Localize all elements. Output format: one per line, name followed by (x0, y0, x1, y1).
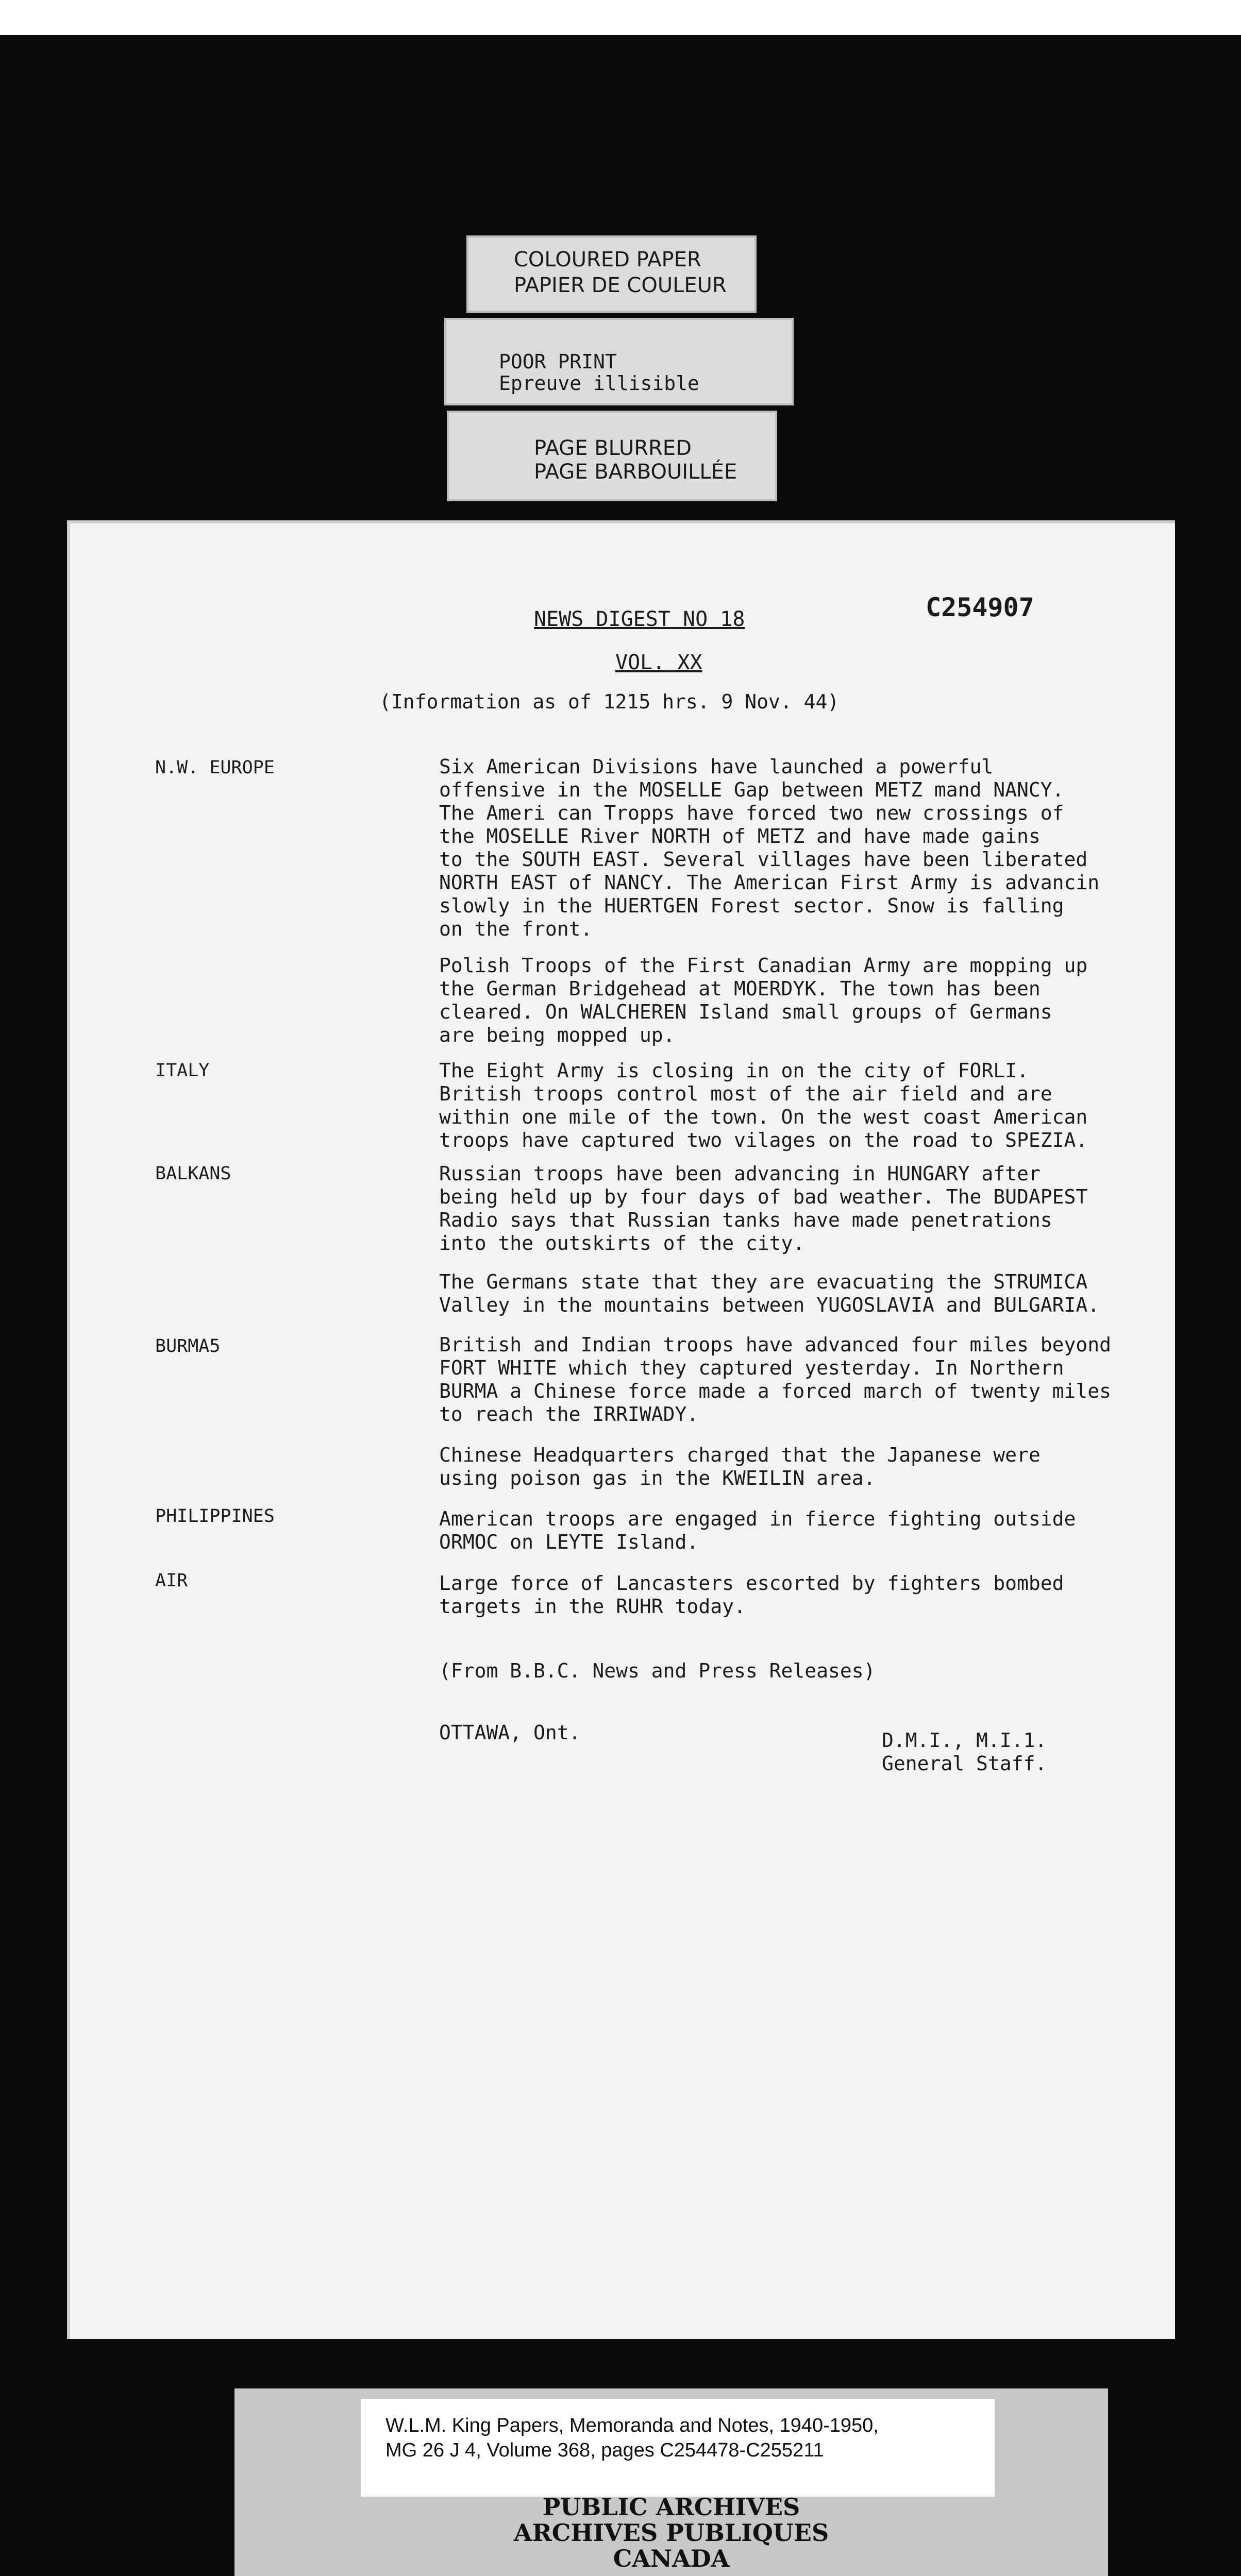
paragraph-line: slowly in the HUERTGEN Forest sector. Snow is falling (439, 894, 1064, 917)
label-line: PAGE BARBOUILLÉE (534, 460, 737, 484)
paragraph-line: within one mile of the town. On the west coast American (439, 1106, 1088, 1128)
news-paragraph (439, 1270, 1099, 1317)
paragraph-line: The Ameri can Tropps have forced two new crossings of (439, 802, 1064, 824)
page-blurred-label (447, 411, 777, 501)
news-paragraph (439, 1507, 1076, 1554)
volume-label: VOL. XX (615, 651, 702, 674)
paragraph-line: American troops are engaged in fierce fighting outside (439, 1507, 1076, 1530)
region-label: BALKANS (155, 1163, 231, 1184)
region-label: BURMA5 (155, 1336, 221, 1357)
archives-line: ARCHIVES PUBLIQUES (513, 2519, 829, 2547)
paragraph-line: to reach the IRRIWADY. (439, 1403, 699, 1426)
signature-line: General Staff. (882, 1752, 1047, 1775)
paragraph-line: the German Bridgehead at MOERDYK. The town has been (439, 977, 1041, 1000)
reference-box (361, 2399, 995, 2497)
news-paragraph (439, 755, 1099, 941)
paragraph-line: on the front. (439, 918, 593, 940)
paragraph-line: Six American Divisions have launched a powerful (439, 755, 994, 778)
region-label: PHILIPPINES (155, 1506, 275, 1527)
paragraph-line: troops have captured two vilages on the road to SPEZIA. (439, 1129, 1088, 1151)
archives-line: PUBLIC ARCHIVES (542, 2493, 800, 2521)
archives-stamp (234, 2494, 1108, 2571)
document-id: C254907 (926, 592, 1034, 622)
paragraph-line: NORTH EAST of NANCY. The American First Army is advancin (439, 871, 1100, 894)
news-paragraph (439, 1572, 1064, 1618)
paragraph-line: The Germans state that they are evacuating the STRUMICA (439, 1270, 1088, 1293)
paragraph-line: using poison gas in the KWEILIN area. (439, 1467, 876, 1489)
paragraph-line: ORMOC on LEYTE Island. (439, 1531, 699, 1553)
paragraph-line: are being mopped up. (439, 1024, 675, 1046)
paragraph-line: Radio says that Russian tanks have made penetrations (439, 1209, 1052, 1231)
reference-line: W.L.M. King Papers, Memoranda and Notes, 1940-1950, (385, 2415, 879, 2436)
poor-print-label (444, 318, 794, 405)
news-paragraph (439, 1162, 1087, 1255)
source-note: (From B.B.C. News and Press Releases) (439, 1659, 876, 1682)
place-line: OTTAWA, Ont. (439, 1721, 581, 1744)
label-line: COLOURED PAPER (514, 248, 701, 272)
region-label: N.W. EUROPE (155, 757, 275, 778)
paragraph-line: Polish Troops of the First Canadian Army are mopping up (439, 954, 1088, 977)
reference-text (385, 2413, 879, 2463)
paragraph-line: British and Indian troops have advanced four miles beyond (439, 1333, 1112, 1356)
news-paragraph (439, 1333, 1111, 1426)
label-line: Epreuve illisible (499, 372, 699, 395)
label-line: POOR PRINT (499, 350, 617, 373)
paragraph-line: to the SOUTH EAST. Several villages have been liberated (439, 848, 1088, 871)
paragraph-line: Russian troops have been advancing in HUNGARY after (439, 1162, 1041, 1185)
paragraph-line: into the outskirts of the city. (439, 1232, 805, 1255)
label-line: PAGE BLURRED (534, 436, 692, 460)
document-page (67, 520, 1175, 2339)
archive-card (234, 2388, 1108, 2576)
archives-line: CANADA (613, 2545, 730, 2572)
paragraph-line: targets in the RUHR today. (439, 1595, 746, 1618)
paragraph-line: FORT WHITE which they captured yesterday. In Northern (439, 1357, 1064, 1379)
news-paragraph (439, 1444, 1041, 1490)
signature-block (882, 1729, 1047, 1775)
paragraph-line: Valley in the mountains between YUGOSLAVIA and BULGARIA. (439, 1294, 1100, 1316)
paragraph-line: The Eight Army is closing in on the city of FORLI. (439, 1059, 1029, 1082)
paragraph-line: British troops control most of the air field and are (439, 1082, 1052, 1105)
coloured-paper-label (466, 235, 757, 313)
news-paragraph (439, 1059, 1087, 1152)
paragraph-line: Large force of Lancasters escorted by fighters bombed (439, 1572, 1064, 1595)
information-line: (Information as of 1215 hrs. 9 Nov. 44) (379, 690, 840, 713)
region-label: AIR (155, 1570, 188, 1591)
news-paragraph (439, 954, 1087, 1047)
paragraph-line: being held up by four days of bad weather. The BUDAPEST (439, 1185, 1088, 1208)
paragraph-line: the MOSELLE River NORTH of METZ and have made gains (439, 825, 1041, 848)
region-label: ITALY (155, 1060, 210, 1081)
paragraph-line: cleared. On WALCHEREN Island small groups of Germans (439, 1001, 1052, 1023)
document-title: NEWS DIGEST NO 18 (534, 607, 745, 631)
top-margin (0, 0, 1241, 35)
reference-line: MG 26 J 4, Volume 368, pages C254478-C255211 (385, 2439, 824, 2461)
paragraph-line: Chinese Headquarters charged that the Japanese were (439, 1444, 1041, 1466)
paragraph-line: BURMA a Chinese force made a forced march of twenty miles (439, 1380, 1112, 1402)
paragraph-line: offensive in the MOSELLE Gap between METZ mand NANCY. (439, 778, 1064, 801)
signature-line: D.M.I., M.I.1. (882, 1729, 1047, 1752)
label-line: PAPIER DE COULEUR (514, 274, 727, 297)
